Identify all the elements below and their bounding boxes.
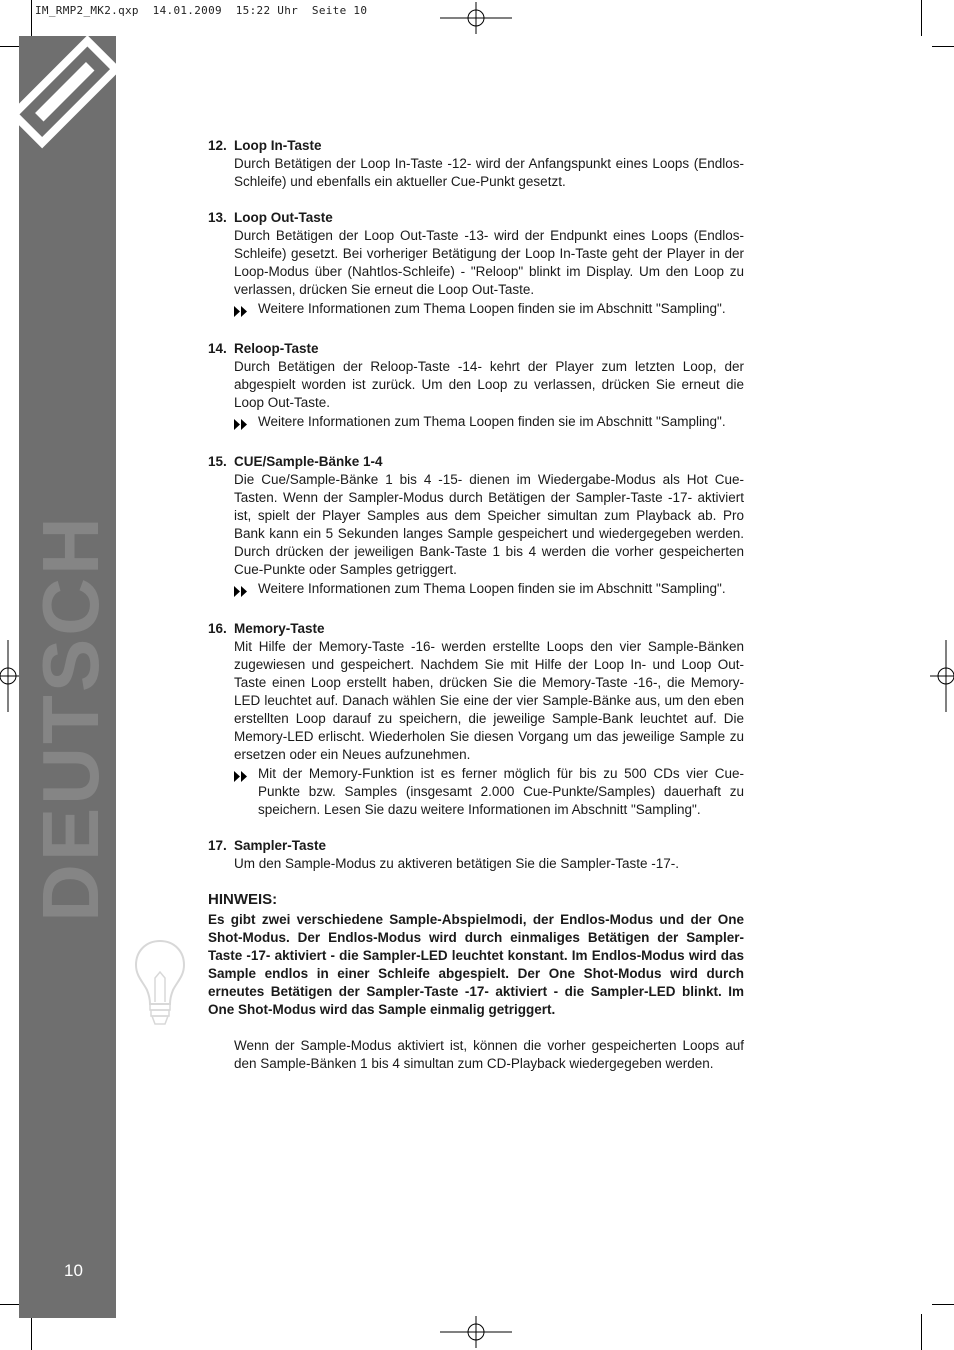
language-section-title: DEUTSCH <box>26 514 115 922</box>
item-title: Reloop-Taste <box>234 341 319 356</box>
registration-mark-icon <box>440 2 512 34</box>
item-body <box>208 227 744 322</box>
item-note <box>234 413 744 435</box>
item-note <box>234 580 744 602</box>
item-number: 12. <box>208 138 227 153</box>
item-text: Durch Betätigen der Reloop-Taste -14- kehrt der Player zum letzten Loop, der abgespielt worden ist zurück. Um den Loop zu verlassen, drücken Sie erneut die Loop Out-Taste. <box>234 359 744 410</box>
list-item-13 <box>208 209 744 322</box>
main-content <box>208 137 744 1087</box>
item-text: Die Cue/Sample-Bänke 1 bis 4 -15- dienen im Wiedergabe-Modus als Hot Cue-Tasten. Wenn der Sampler-Modus durch Betätigen der Sampler-Taste -17- aktiviert ist, spielt der Player Samples aus dem Speicher simultan zum Playback ab. Pro Bank kann ein 5 Sekunden langes Sample gespeichert und wiedergegeben werden. Durch drücken der jeweiligen Bank-Taste 1 bis 4 werden die vorher gespeicherten Cue-Punkte oder Samples getriggert. <box>234 472 744 577</box>
sidebar <box>19 36 116 1318</box>
double-arrow-icon <box>234 765 258 819</box>
item-body <box>208 638 744 819</box>
item-title: Loop Out-Taste <box>234 210 333 225</box>
item-body <box>208 855 744 873</box>
note-text: Mit der Memory-Funktion ist es ferner möglich für bis zu 500 CDs vier Cue-Punkte bzw. Samples (insgesamt 2.000 Cue-Punkte/Samples) dauerhaft zu speichern. Lesen Sie dazu weitere Informationen im Abschnitt "Sampling". <box>258 766 744 817</box>
crop-mark <box>31 1314 32 1350</box>
list-item-15 <box>208 453 744 602</box>
crop-mark <box>932 1304 954 1305</box>
item-body <box>208 471 744 602</box>
list-item-16 <box>208 620 744 819</box>
item-heading <box>208 837 744 855</box>
item-note <box>234 765 744 819</box>
note-text: Weitere Informationen zum Thema Loopen finden sie im Abschnitt "Sampling". <box>258 581 726 596</box>
item-note <box>234 300 744 322</box>
item-number: 14. <box>208 341 227 356</box>
final-paragraph: Wenn der Sample-Modus aktiviert ist, können die vorher gespeicherten Loops auf den Sample-Bänken 1 bis 4 simultan zum CD-Playback wiedergegeben werden. <box>234 1038 744 1071</box>
item-body <box>208 358 744 435</box>
item-title: CUE/Sample-Bänke 1-4 <box>234 454 383 469</box>
registration-mark-icon <box>440 1316 512 1348</box>
crop-mark <box>921 1314 922 1350</box>
list-item-17 <box>208 837 744 873</box>
item-body <box>208 155 744 191</box>
note-text: Weitere Informationen zum Thema Loopen finden sie im Abschnitt "Sampling". <box>258 414 726 429</box>
print-slug: IM_RMP2_MK2.qxp 14.01.2009 15:22 Uhr Seite 10 <box>35 4 368 17</box>
hint-text: Es gibt zwei verschiedene Sample-Abspielmodi, der Endlos-Modus und der One Shot-Modus. Der Endlos-Modus wird durch einmaliges Betätigen der Sampler-Taste -17- aktiviert - die Sampler-LED leuchtet konstant. Im Endlos-Modus wird das Sample endlos in einer Schleife abgespielt. Der One Shot-Modus wird durch erneutes Betätigen der Sampler-Taste -17- aktiviert - die Sampler-LED blinkt. Im One Shot-Modus wird das Sample einmalig getriggert. <box>208 912 744 1017</box>
item-number: 17. <box>208 838 227 853</box>
double-arrow-icon <box>234 413 258 435</box>
page-number: 10 <box>64 1261 83 1280</box>
item-number: 15. <box>208 454 227 469</box>
item-text: Um den Sample-Modus zu aktiveren betätigen Sie die Sampler-Taste -17-. <box>234 856 679 871</box>
list-item-14 <box>208 340 744 435</box>
item-text: Durch Betätigen der Loop Out-Taste -13- wird der Endpunkt eines Loops (Endlos-Schleife) gesetzt. Bei vorheriger Betätigung der Loop In-Taste geht der Player in der Loop-Modus über (Nahtlos-Schleife) - "Reloop" blinkt im Display. Um den Loop zu verlassen, drücken Sie erneut die Loop Out-Taste. <box>234 228 744 297</box>
hint-heading: HINWEIS: <box>208 891 278 908</box>
crop-mark <box>921 0 922 36</box>
double-arrow-icon <box>234 580 258 602</box>
item-title: Memory-Taste <box>234 621 325 636</box>
crop-mark <box>31 0 32 36</box>
brand-logo-icon <box>19 36 116 166</box>
item-heading <box>208 209 744 227</box>
item-number: 13. <box>208 210 227 225</box>
item-heading <box>208 620 744 638</box>
item-heading <box>208 340 744 358</box>
item-heading <box>208 137 744 155</box>
registration-mark-icon <box>930 640 954 712</box>
item-text: Mit Hilfe der Memory-Taste -16- werden erstellte Loops den vier Sample-Bänken zugewiesen und gespeichert. Nachdem Sie mit Hilfe der Loop In- und Loop Out-Taste einen Loop erstellt haben, drücken Sie die Memory-Taste -16-, die Memory-LED leuchtet auf. Danach wählen Sie eine der vier Sample-Bänke aus, um den eben erstellten Loop darauf zu speichern, die jeweilige Sample-Bank leuchtet auf. Die Memory-LED erlischt. Wiederholen Sie diesen Vorgang um das jeweilige Sample zu ersetzen oder ein Neues aufzunehmen. <box>234 639 744 762</box>
item-number: 16. <box>208 621 227 636</box>
item-title: Sampler-Taste <box>234 838 327 853</box>
item-heading <box>208 453 744 471</box>
double-arrow-icon <box>234 300 258 322</box>
note-text: Weitere Informationen zum Thema Loopen finden sie im Abschnitt "Sampling". <box>258 301 726 316</box>
item-text: Durch Betätigen der Loop In-Taste -12- wird der Anfangspunkt eines Loops (Endlos-Schleife) und ebenfalls ein aktueller Cue-Punkt gesetzt. <box>234 156 744 189</box>
list-item-12 <box>208 137 744 191</box>
item-title: Loop In-Taste <box>234 138 322 153</box>
light-bulb-icon <box>133 938 187 1030</box>
crop-mark <box>932 46 954 47</box>
